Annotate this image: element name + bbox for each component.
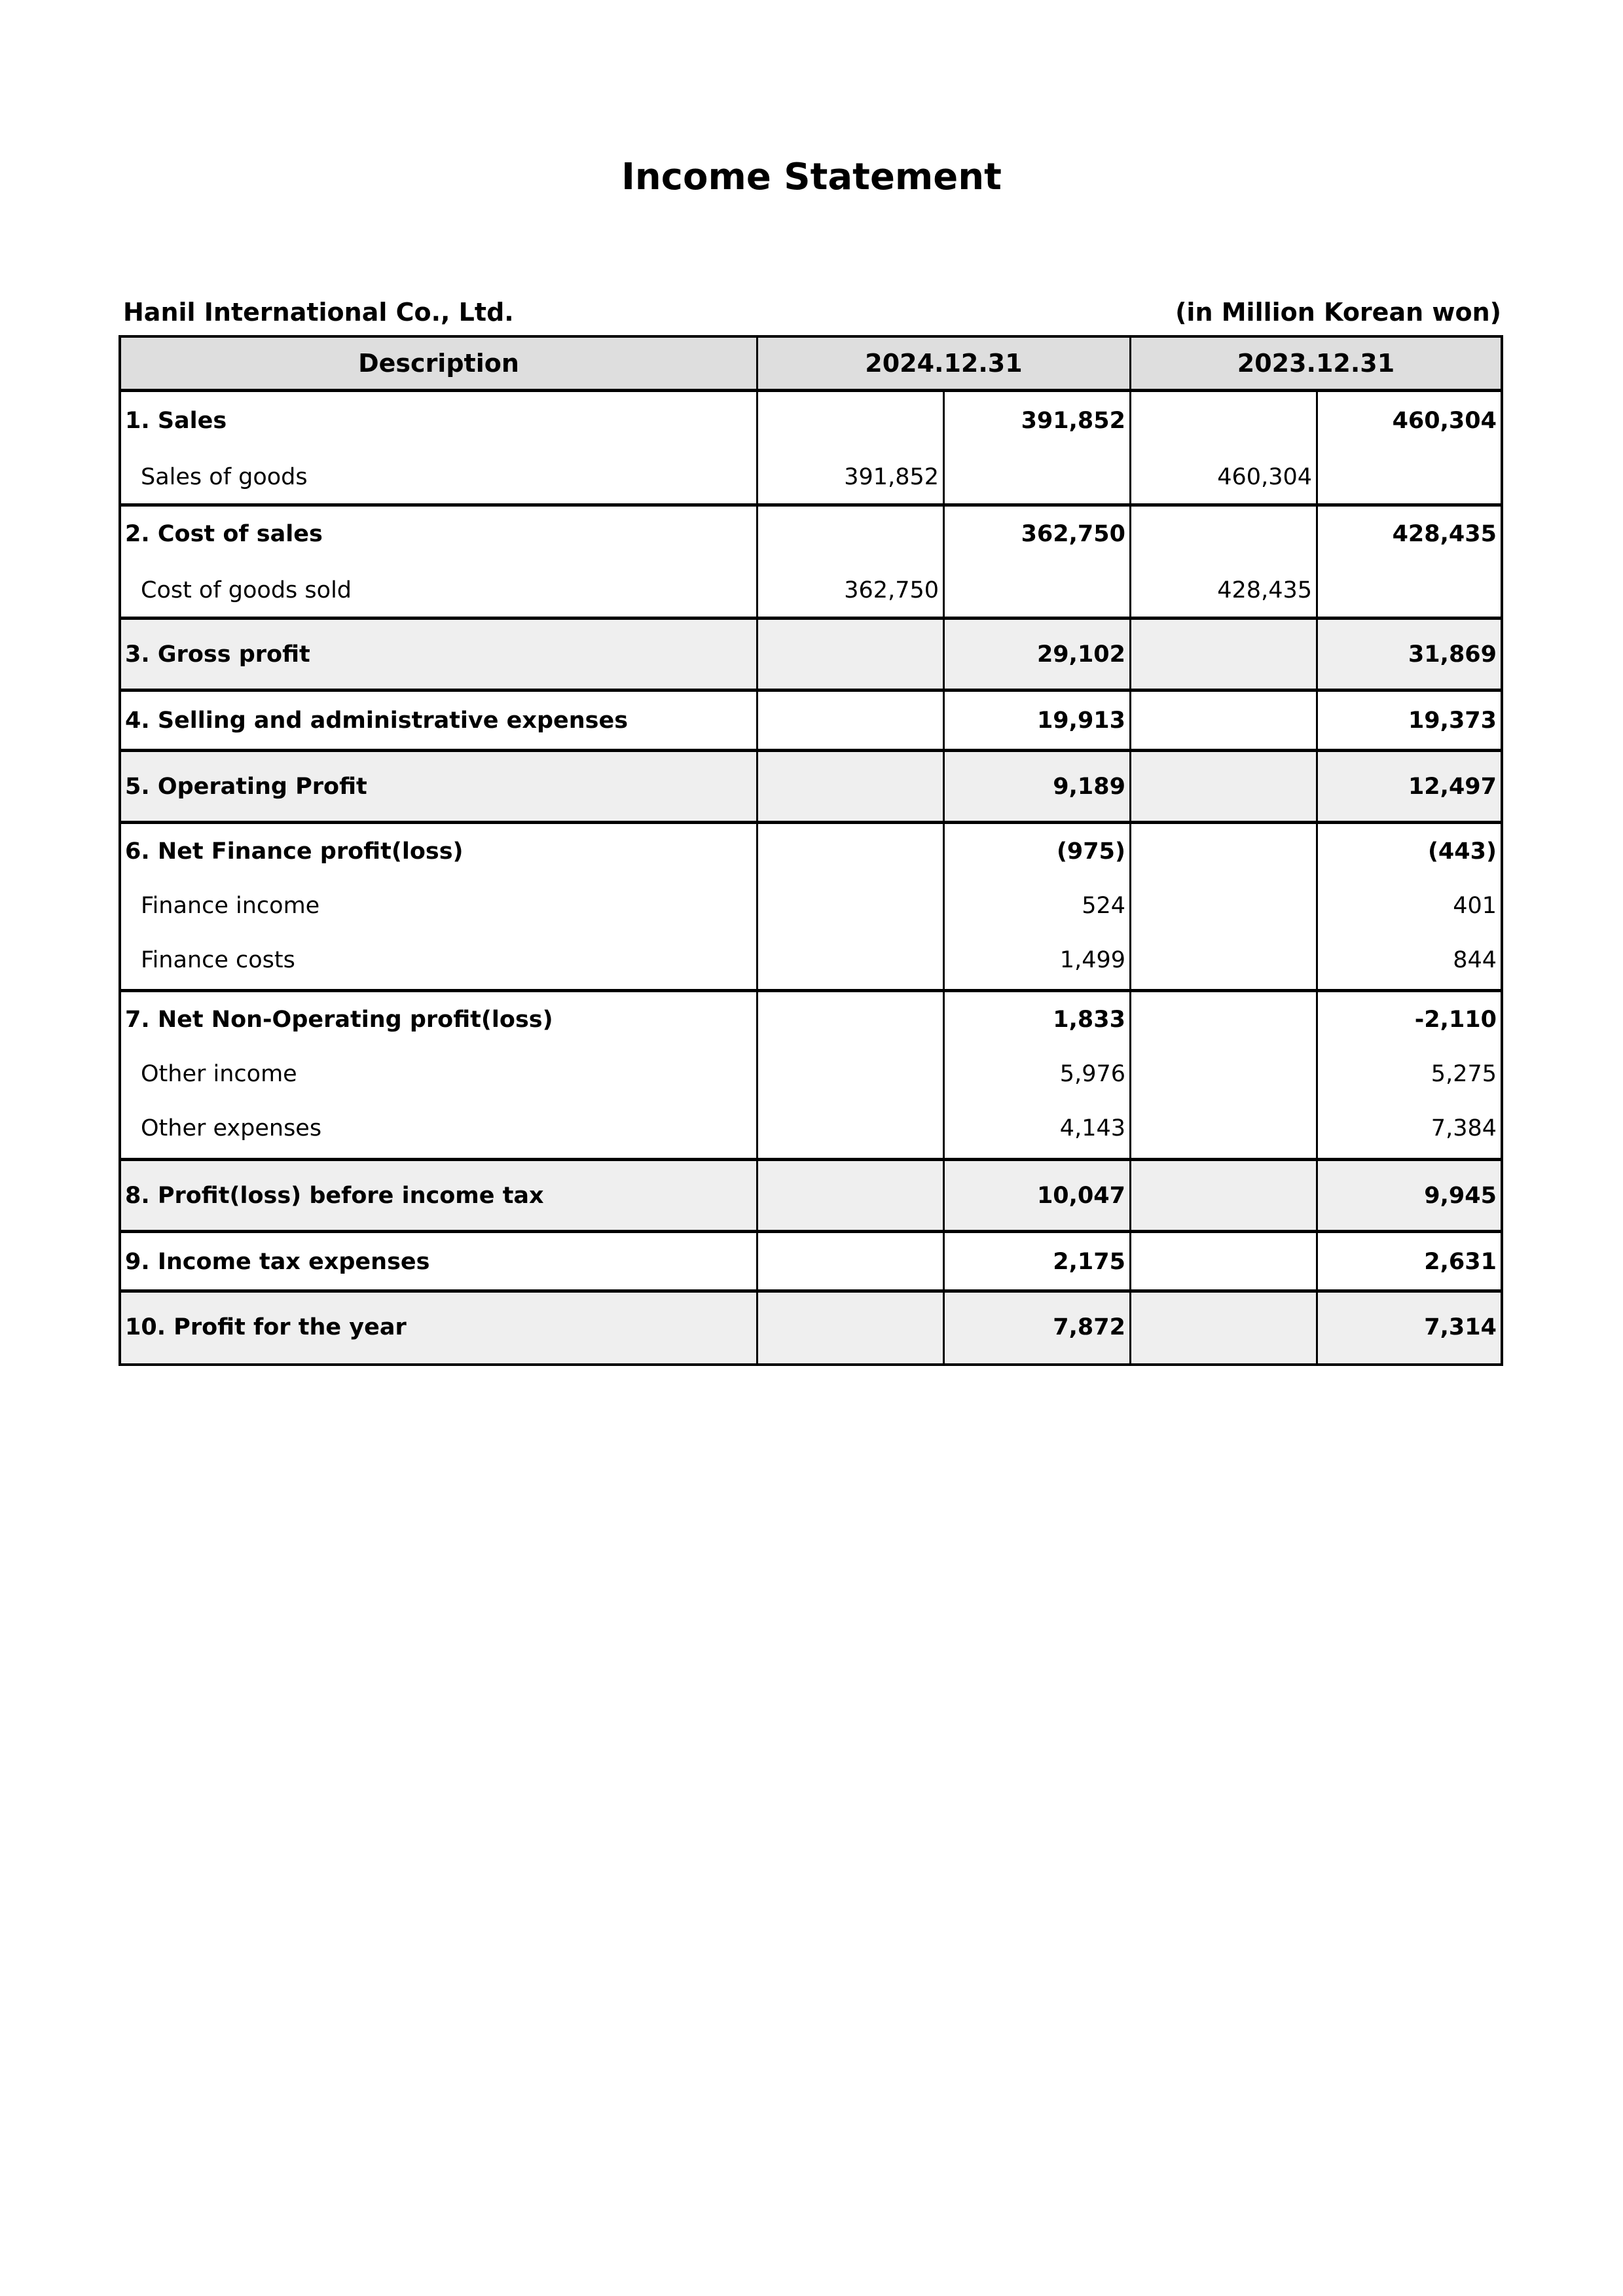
table-row-income-tax	[121, 1233, 1501, 1293]
prior-sub-value: 844	[1453, 947, 1497, 973]
sub-row-label: Cost of goods sold	[141, 577, 352, 603]
cur-total-value: 362,750	[1021, 521, 1125, 547]
prior-total-value: 428,435	[1392, 521, 1497, 547]
sub-row-label: Other expenses	[141, 1115, 322, 1141]
row-label: 5. Operating Profit	[125, 774, 367, 800]
row-label: 1. Sales	[125, 408, 227, 434]
sub-row-label: Other income	[141, 1061, 297, 1087]
row-label: 4. Selling and administrative expenses	[125, 708, 629, 734]
table-row-profit-for-year	[121, 1293, 1501, 1363]
header-description: Description	[121, 338, 758, 389]
prior-detail-value: 460,304	[1217, 464, 1312, 490]
prior-sub-value: 7,384	[1431, 1115, 1497, 1141]
company-name: Hanil International Co., Ltd.	[123, 298, 514, 327]
cur-total-value: 10,047	[1036, 1183, 1125, 1209]
cur-total-value: 1,833	[1053, 1007, 1125, 1033]
row-label: 7. Net Non-Operating profit(loss)	[125, 1007, 553, 1033]
sub-row-label: Finance costs	[141, 947, 295, 973]
row-label: 10. Profit for the year	[125, 1314, 407, 1340]
prior-total-value: 2,631	[1424, 1249, 1497, 1275]
prior-sub-value: 5,275	[1431, 1061, 1497, 1087]
table-header	[121, 338, 1501, 392]
cur-sub-value: 524	[1082, 893, 1125, 919]
page-title: Income Statement	[621, 156, 1002, 198]
row-label: 2. Cost of sales	[125, 521, 323, 547]
table-row-sga-expenses	[121, 692, 1501, 752]
sub-row-label: Sales of goods	[141, 464, 308, 490]
table-row-net-finance	[121, 824, 1501, 992]
prior-sub-value: 401	[1453, 893, 1497, 919]
cur-total-value: 29,102	[1036, 641, 1125, 668]
prior-total-value: 19,373	[1408, 708, 1497, 734]
header-2024: 2024.12.31	[758, 338, 1131, 389]
table-row-sales	[121, 392, 1501, 507]
cur-total-value: 9,189	[1053, 774, 1125, 800]
prior-total-value: 460,304	[1392, 408, 1497, 434]
cur-total-value: 391,852	[1021, 408, 1125, 434]
table-row-cost-of-sales	[121, 507, 1501, 620]
prior-total-value: 7,314	[1424, 1314, 1497, 1340]
cur-total-value: 2,175	[1053, 1249, 1125, 1275]
sub-row-label: Finance income	[141, 893, 320, 919]
cur-sub-value: 5,976	[1059, 1061, 1125, 1087]
table-row-gross-profit	[121, 620, 1501, 692]
header-2023: 2023.12.31	[1237, 349, 1395, 378]
prior-detail-value: 428,435	[1217, 577, 1312, 603]
cur-sub-value: 1,499	[1059, 947, 1125, 973]
income-statement-table	[119, 335, 1503, 1366]
cur-detail-value: 391,852	[844, 464, 939, 490]
table-row-net-non-operating	[121, 992, 1501, 1161]
cur-detail-value: 362,750	[844, 577, 939, 603]
row-label: 6. Net Finance profit(loss)	[125, 838, 464, 865]
prior-total-value: 12,497	[1408, 774, 1497, 800]
prior-total-value: 31,869	[1408, 641, 1497, 668]
prior-total-value: (443)	[1427, 838, 1497, 865]
table-row-operating-profit	[121, 752, 1501, 824]
cur-sub-value: 4,143	[1059, 1115, 1125, 1141]
row-label: 3. Gross profit	[125, 641, 310, 668]
prior-total-value: 9,945	[1424, 1183, 1497, 1209]
cur-total-value: 19,913	[1036, 708, 1125, 734]
row-label: 9. Income tax expenses	[125, 1249, 430, 1275]
cur-total-value: 7,872	[1053, 1314, 1125, 1340]
row-label: 8. Profit(loss) before income tax	[125, 1183, 544, 1209]
unit-note: (in Million Korean won)	[1175, 298, 1501, 327]
cur-total-value: (975)	[1056, 838, 1125, 865]
table-row-profit-before-tax	[121, 1161, 1501, 1233]
prior-total-value: -2,110	[1414, 1007, 1497, 1033]
